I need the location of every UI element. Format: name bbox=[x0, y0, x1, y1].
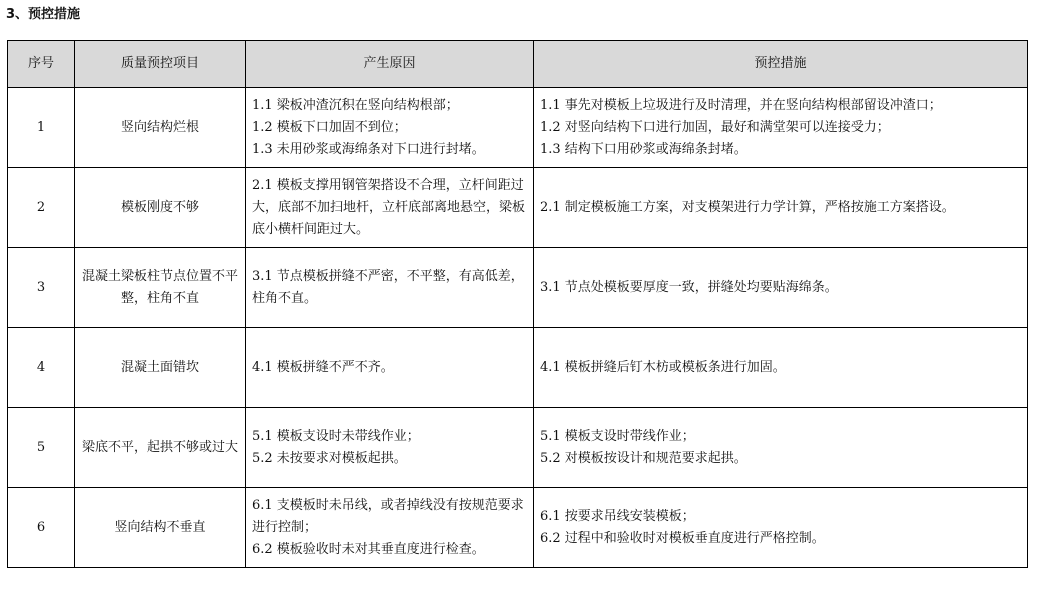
cause-line: 5.1 模板支设时未带线作业； bbox=[252, 428, 420, 444]
cause-cell bbox=[246, 168, 534, 248]
row-number: 2 bbox=[8, 168, 75, 248]
cause-line: 3.1 节点模板拼缝不严密，不平整，有高低差，柱角不直。 bbox=[252, 268, 524, 306]
cause-cell bbox=[246, 328, 534, 408]
quality-item: 竖向结构烂根 bbox=[75, 88, 246, 168]
row-number: 1 bbox=[8, 88, 75, 168]
cause-line: 4.1 模板拼缝不严不齐。 bbox=[252, 359, 394, 375]
table-header-row bbox=[8, 41, 1028, 88]
measure-line: 5.2 对模板按设计和规范要求起拱。 bbox=[540, 450, 747, 466]
row-number: 5 bbox=[8, 408, 75, 488]
cause-cell bbox=[246, 408, 534, 488]
table-row bbox=[8, 328, 1028, 408]
measure-cell bbox=[534, 248, 1028, 328]
cause-cell bbox=[246, 88, 534, 168]
header-item: 质量预控项目 bbox=[75, 41, 246, 88]
measure-line: 6.1 按要求吊线安装模板； bbox=[540, 508, 695, 524]
measure-line: 2.1 制定模板施工方案，对支模架进行力学计算，严格按施工方案搭设。 bbox=[540, 199, 955, 215]
cause-line: 1.3 未用砂浆或海绵条对下口进行封堵。 bbox=[252, 141, 485, 157]
measure-cell bbox=[534, 408, 1028, 488]
measure-line: 6.2 过程中和验收时对模板垂直度进行严格控制。 bbox=[540, 530, 825, 546]
measure-cell bbox=[534, 328, 1028, 408]
cause-cell bbox=[246, 248, 534, 328]
cause-line: 1.2 模板下口加固不到位； bbox=[252, 119, 407, 135]
measure-line: 1.1 事先对模板上垃圾进行及时清理，并在竖向结构根部留设冲渣口； bbox=[540, 97, 942, 113]
row-number: 6 bbox=[8, 488, 75, 568]
measure-cell bbox=[534, 488, 1028, 568]
quality-item: 梁底不平，起拱不够或过大 bbox=[75, 408, 246, 488]
cause-line: 2.1 模板支撑用钢管架搭设不合理，立杆间距过大，底部不加扫地杆，立杆底部离地悬空，梁板底小横杆间距过大。 bbox=[252, 177, 526, 237]
row-number: 4 bbox=[8, 328, 75, 408]
quality-item: 模板刚度不够 bbox=[75, 168, 246, 248]
cause-line: 1.1 梁板冲渣沉积在竖向结构根部； bbox=[252, 97, 459, 113]
quality-item: 混凝土梁板柱节点位置不平整，柱角不直 bbox=[75, 248, 246, 328]
row-number: 3 bbox=[8, 248, 75, 328]
header-measure: 预控措施 bbox=[534, 41, 1028, 88]
header-cause: 产生原因 bbox=[246, 41, 534, 88]
cause-line: 6.2 模板验收时未对其垂直度进行检查。 bbox=[252, 541, 485, 557]
measure-cell bbox=[534, 168, 1028, 248]
cause-line: 6.1 支模板时未吊线，或者掉线没有按规范要求进行控制； bbox=[252, 497, 524, 535]
section-heading: 3、预控措施 bbox=[6, 7, 81, 22]
table-row bbox=[8, 248, 1028, 328]
measure-line: 5.1 模板支设时带线作业； bbox=[540, 428, 695, 444]
header-no: 序号 bbox=[8, 41, 75, 88]
table-row bbox=[8, 408, 1028, 488]
table-row bbox=[8, 168, 1028, 248]
quality-item: 竖向结构不垂直 bbox=[75, 488, 246, 568]
precontrol-measures-table bbox=[7, 40, 1028, 568]
measure-cell bbox=[534, 88, 1028, 168]
table-row bbox=[8, 88, 1028, 168]
table-row bbox=[8, 488, 1028, 568]
measure-line: 3.1 节点处模板要厚度一致，拼缝处均要贴海绵条。 bbox=[540, 279, 838, 295]
quality-item: 混凝土面错坎 bbox=[75, 328, 246, 408]
measure-line: 1.3 结构下口用砂浆或海绵条封堵。 bbox=[540, 141, 747, 157]
measure-line: 1.2 对竖向结构下口进行加固，最好和满堂架可以连接受力； bbox=[540, 119, 890, 135]
cause-line: 5.2 未按要求对模板起拱。 bbox=[252, 450, 407, 466]
cause-cell bbox=[246, 488, 534, 568]
measure-line: 4.1 模板拼缝后钉木枋或模板条进行加固。 bbox=[540, 359, 786, 375]
